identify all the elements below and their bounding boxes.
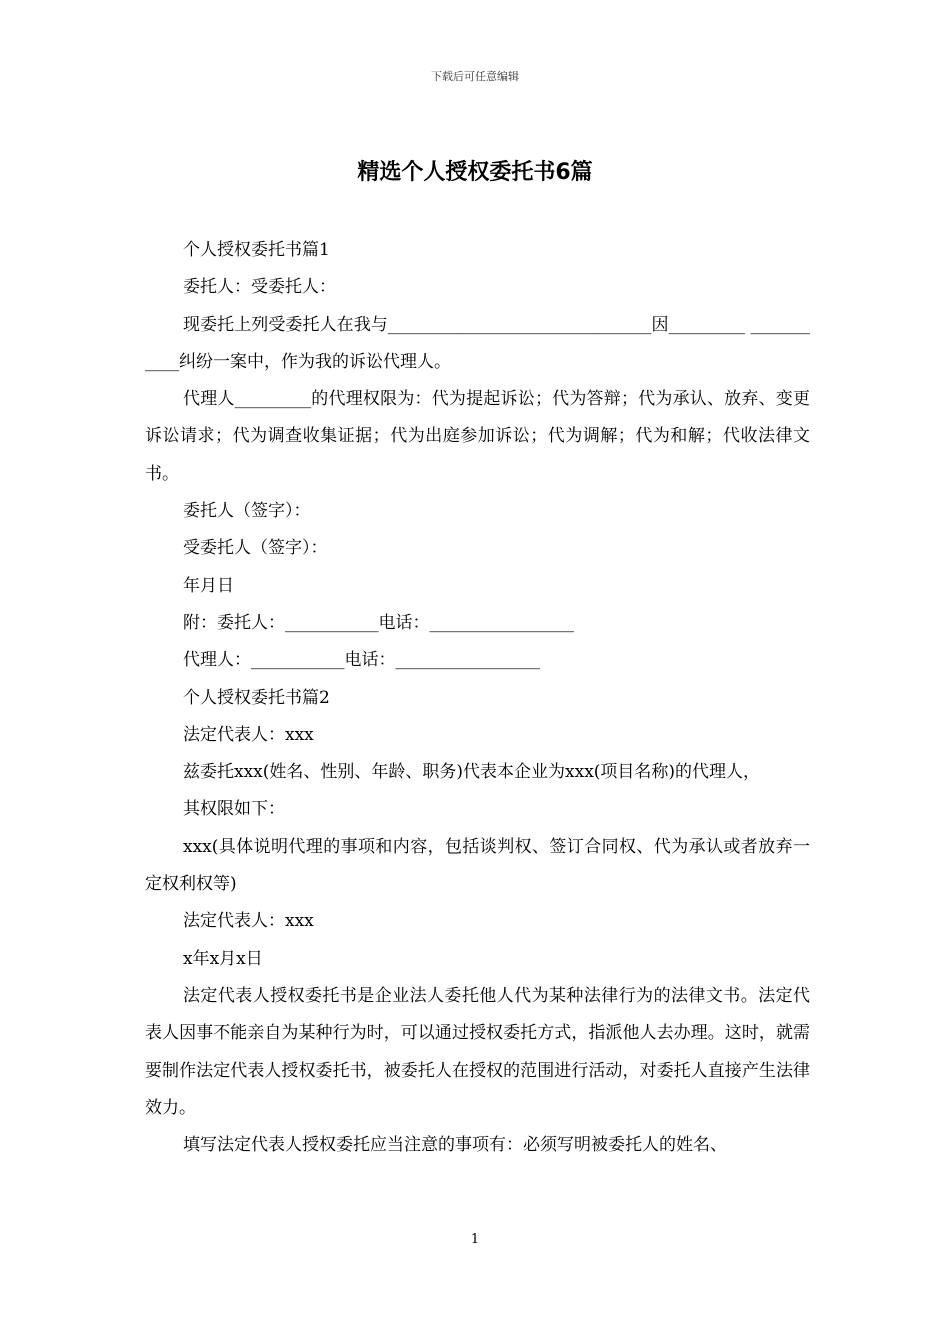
paragraph-date-2: x年x月x日 (183, 948, 263, 969)
paragraph-date: 年月日 (183, 575, 234, 596)
paragraph-agent-signature: 受委托人（签字）： (183, 538, 328, 559)
paragraph-notes: 填写法定代表人授权委托应当注意的事项有：必须写明被委托人的姓名、 (183, 1135, 727, 1156)
paragraph-explanation: 法定代表人授权委托书是企业法人委托他人代为某种法律行为的法律文书。法定代表人因事不能亲自为某种行为时，可以通过授权委托方式，指派他人去办理。这时，就需要制作法定代表人授权委托书，被委托人在授权的范围进行活动，对委托人直接产生法律效力。 (145, 985, 810, 1118)
paragraph-principal-signature: 委托人（签字）： (183, 501, 311, 522)
document-title: 精选个人授权委托书6篇 (357, 160, 593, 185)
section-heading-1: 个人授权委托书篇1 (183, 240, 330, 260)
section-heading-2: 个人授权委托书篇2 (183, 687, 330, 708)
document-body (145, 232, 810, 1164)
paragraph-scope-details: xxx(具体说明代理的事项和内容，包括谈判权、签订合同权、代为承认或者放弃一定权利权等) (145, 836, 810, 895)
paragraph-agent-phone: 代理人：___________电话：_________________ (183, 650, 540, 671)
paragraph-authority: 代理人_________的代理权限为：代为提起诉讼；代为答辩；代为承认、放弃、变更诉讼请求；代为调查收集证据；代为出庭参加诉讼；代为调解；代为和解；代收法律文书。 (145, 389, 810, 484)
paragraph-principal-phone: 附：委托人：___________电话：_________________ (183, 612, 574, 633)
page-header-note: 下载后可任意编辑 (431, 70, 519, 83)
paragraph-legal-rep-sign: 法定代表人：xxx (183, 911, 314, 932)
page-number: 1 (470, 1232, 480, 1247)
paragraph-appointment: 现委托上列受委托人在我与_______________________________因_________ ___________纠纷一案中，作为我的诉讼代理人。 (145, 314, 810, 372)
paragraph-entrust: 兹委托xxx(姓名、性别、年龄、职务)代表本企业为xxx(项目名称)的代理人， (183, 762, 761, 783)
paragraph-legal-rep: 法定代表人：xxx (183, 724, 314, 745)
paragraph-parties: 委托人：受委托人： (183, 277, 336, 298)
paragraph-scope-intro: 其权限如下： (183, 799, 285, 820)
